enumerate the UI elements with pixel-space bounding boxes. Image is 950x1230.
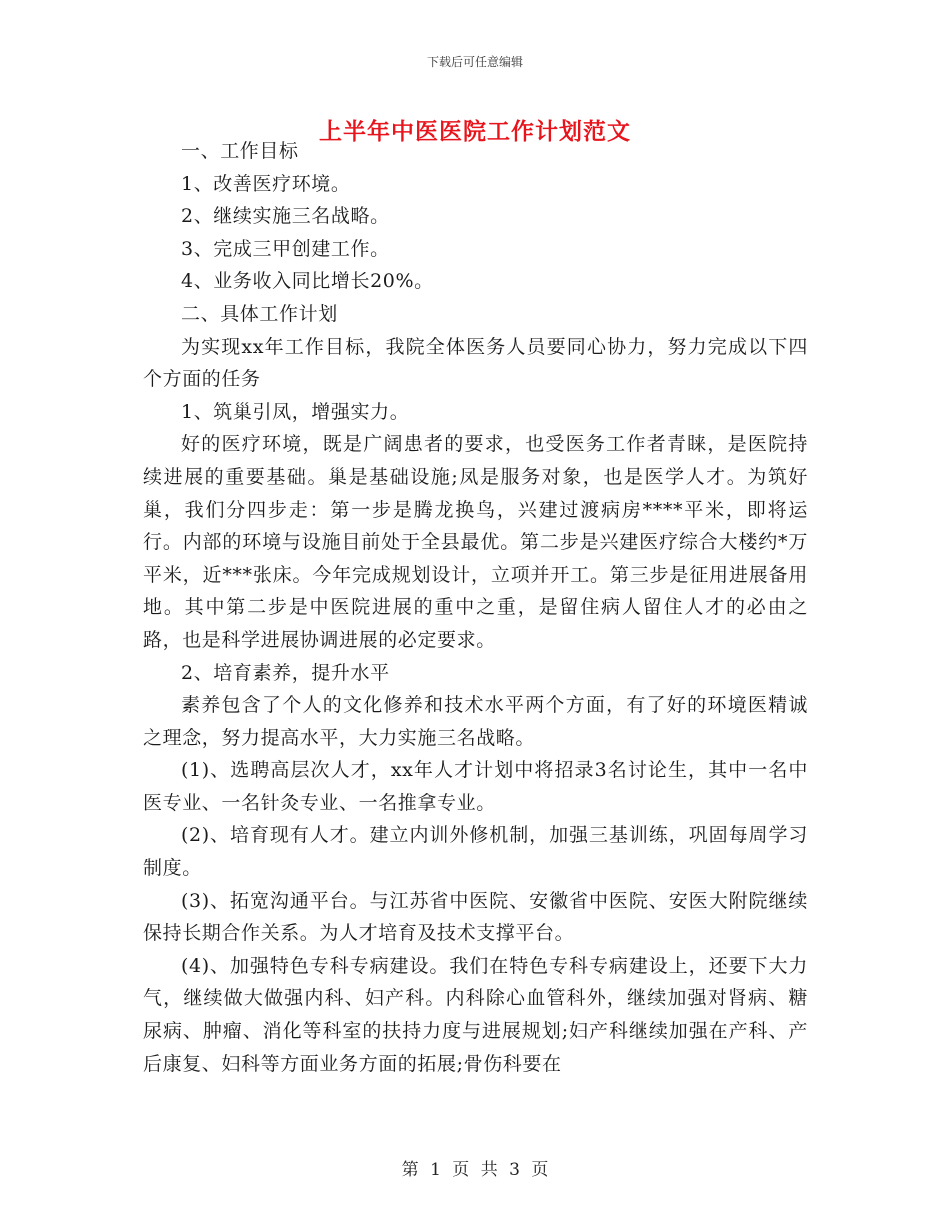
document-body [143, 135, 808, 1080]
plan-paragraph-2: 素养包含了个人的文化修养和技术水平两个方面，有了好的环境医精诚之理念，努力提高水平，大力实施三名战略。 [143, 694, 808, 749]
page-footer: 第 1 页 共 3 页 [401, 1160, 549, 1180]
plan-item-talent-train: (2)、培育现有人才。建立内训外修机制，加强三基训练，巩固每周学习制度。 [143, 824, 808, 880]
plan-item-specialty: (4)、加强特色专科专病建设。我们在特色专科专病建设上，还要下大力气，继续做大做强内科、妇产科。内科除心血管科外，继续加强对肾病、糖尿病、肿瘤、消化等科室的扶持力度与进展规划;妇产科继续加强在产科、产后康复、妇科等方面业务方面的拓展;骨伤科要在 [143, 954, 808, 1075]
plan-subheading-1: 1、筑巢引凤，增强实力。 [181, 400, 410, 423]
goal-item-2: 2、继续实施三名战略。 [181, 205, 390, 228]
header-note: 下载后可任意编辑 [426, 55, 523, 69]
plan-item-talent-recruit: (1)、选聘高层次人才，xx年人才计划中将招录3名讨论生，其中一名中医专业、一名针灸专业、一名推拿专业。 [143, 759, 808, 814]
plan-intro-paragraph: 为实现xx年工作目标，我院全体医务人员要同心协力，努力完成以下四个方面的任务 [143, 335, 808, 391]
goal-item-3: 3、完成三甲创建工作。 [181, 237, 390, 260]
document-title: 上半年中医医院工作计划范文 [319, 118, 631, 145]
plan-paragraph-1: 好的医疗环境，既是广阔患者的要求，也受医务工作者青睐，是医院持续进展的重要基础。巢是基础设施;凤是服务对象，也是医学人才。为筑好巢，我们分四步走：第一步是腾龙换鸟，兴建过渡病房****平米，即将运行。内部的环境与设施目前处于全县最优。第二步是兴建医疗综合大楼约*万平米，近***张床。今年完成规划设计，立项并开工。第三步是征用进展备用地。其中第二步是中医院进展的重中之重，是留住病人留住人才的必由之路，也是科学进展协调进展的必定要求。 [143, 433, 808, 651]
section-heading-goals: 一、工作目标 [181, 140, 299, 162]
plan-item-platform: (3)、拓宽沟通平台。与江苏省中医院、安徽省中医院、安医大附院继续保持长期合作关系。为人才培育及技术支撑平台。 [143, 889, 808, 945]
goal-item-1: 1、改善医疗环境。 [181, 172, 351, 195]
goal-item-4: 4、业务收入同比增长20%。 [181, 270, 434, 293]
section-heading-plan: 二、具体工作计划 [181, 302, 338, 325]
plan-subheading-2: 2、培育素养，提升水平 [181, 661, 390, 684]
